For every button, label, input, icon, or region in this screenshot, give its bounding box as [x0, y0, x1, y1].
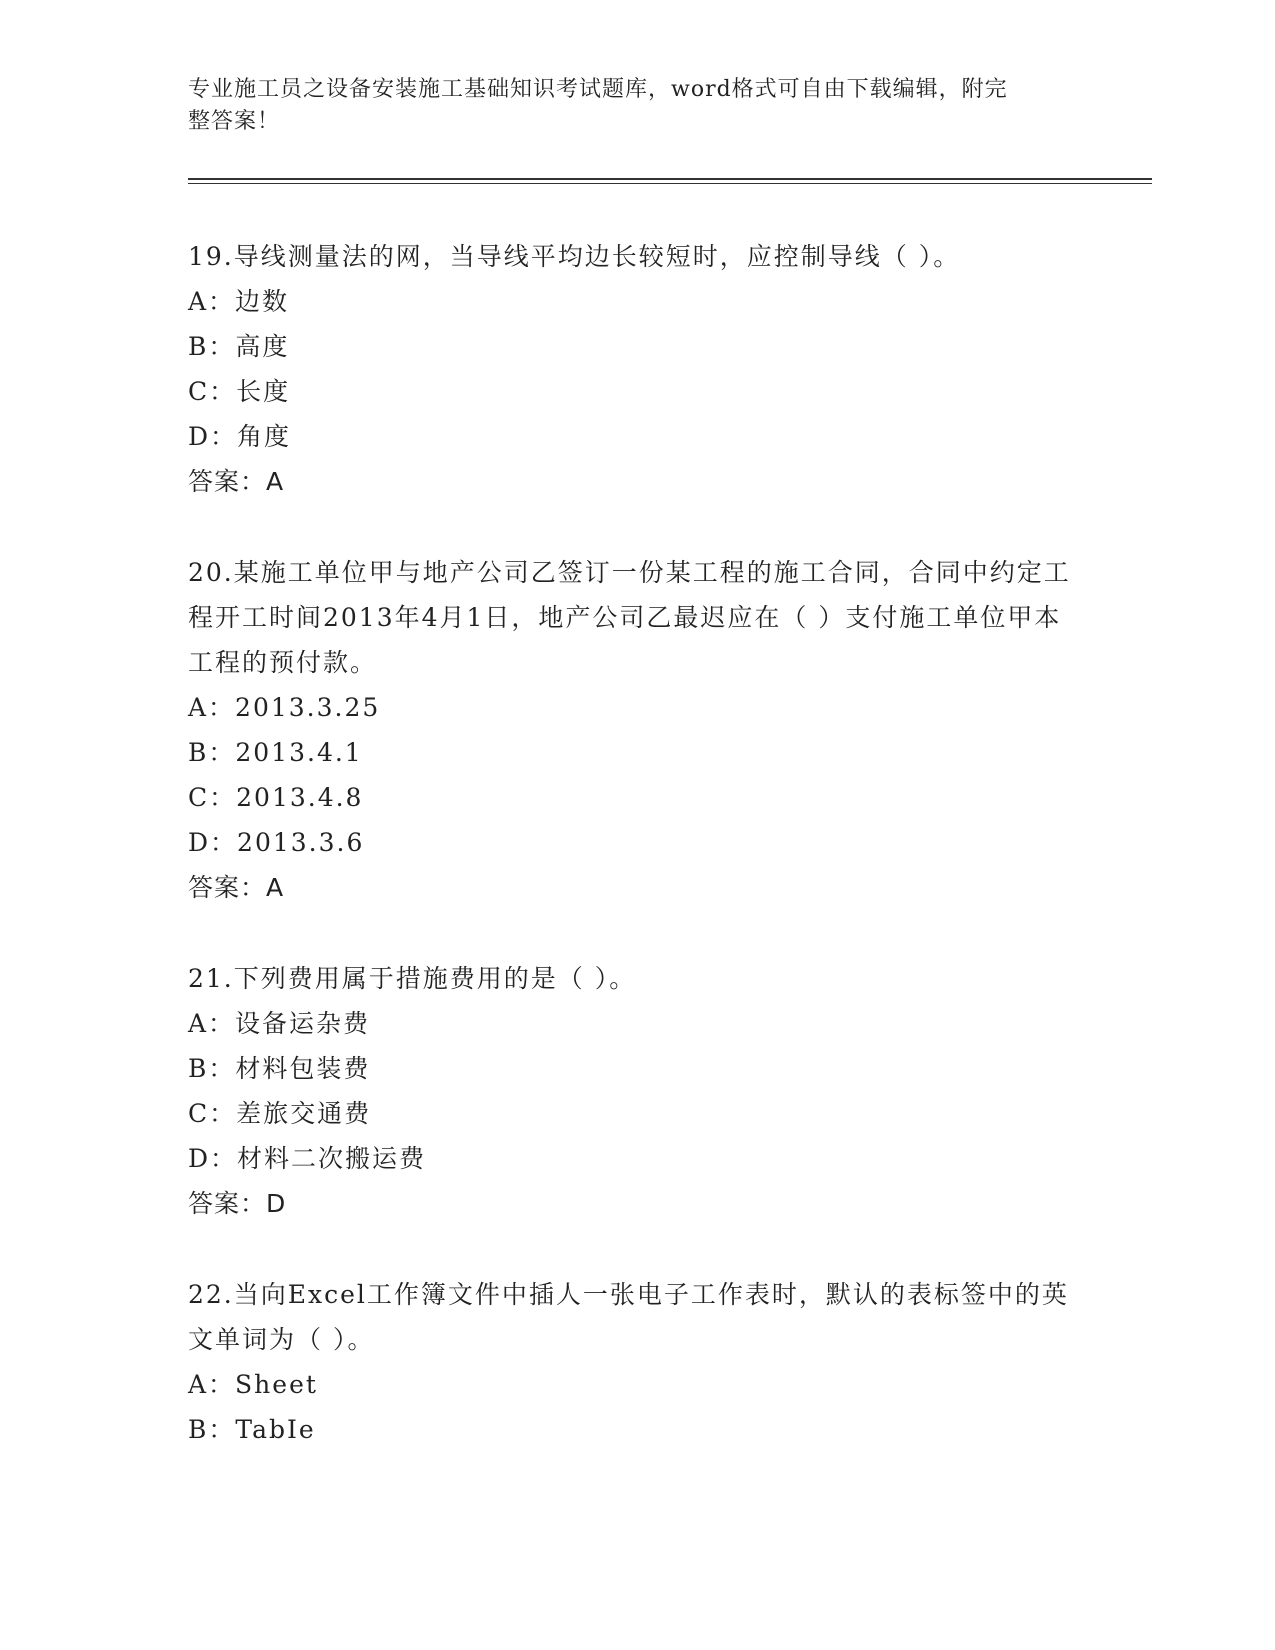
document-header: [188, 74, 1088, 138]
option-d: D：材料二次搬运费: [188, 1144, 427, 1173]
question-stem: 20.某施工单位甲与地产公司乙签订一份某工程的施工合同，合同中约定工程开工时间2013年4月1日，地产公司乙最迟应在（ ）支付施工单位甲本工程的预付款。: [188, 558, 1071, 677]
question-22: [188, 1272, 1078, 1452]
header-line-2: 整答案！: [188, 109, 281, 134]
question-21: [188, 956, 1078, 1226]
question-20: [188, 550, 1078, 910]
option-b: B：2013.4.1: [188, 738, 363, 767]
option-b: B：TabIe: [188, 1415, 316, 1444]
option-d: D：角度: [188, 422, 292, 451]
option-a: A：2013.3.25: [188, 693, 381, 722]
option-d: D：2013.3.6: [188, 828, 365, 857]
option-a: A：设备运杂费: [188, 1009, 371, 1038]
option-b: B：材料包装费: [188, 1054, 371, 1083]
option-a: A：Sheet: [188, 1370, 318, 1399]
question-stem: 19.导线测量法的网，当导线平均边长较短时，应控制导线（ ）。: [188, 242, 961, 271]
answer: 答案：D: [188, 1189, 287, 1218]
header-divider-thin: [188, 183, 1152, 184]
option-c: C：长度: [188, 377, 291, 406]
option-b: B：高度: [188, 332, 290, 361]
question-stem: 22.当向Excel工作簿文件中插人一张电子工作表时，默认的表标签中的英文单词为（ ）。: [188, 1280, 1069, 1354]
answer: 答案：A: [188, 873, 285, 902]
option-c: C：差旅交通费: [188, 1099, 372, 1128]
question-stem: 21.下列费用属于措施费用的是（ ）。: [188, 964, 637, 993]
question-list: [188, 234, 1078, 1498]
option-c: C：2013.4.8: [188, 783, 364, 812]
answer: 答案：A: [188, 467, 285, 496]
option-a: A：边数: [188, 287, 290, 316]
header-line-1: 专业施工员之设备安装施工基础知识考试题库，word格式可自由下载编辑，附完: [188, 77, 1008, 102]
header-divider-thick: [188, 178, 1152, 180]
question-19: [188, 234, 1078, 504]
